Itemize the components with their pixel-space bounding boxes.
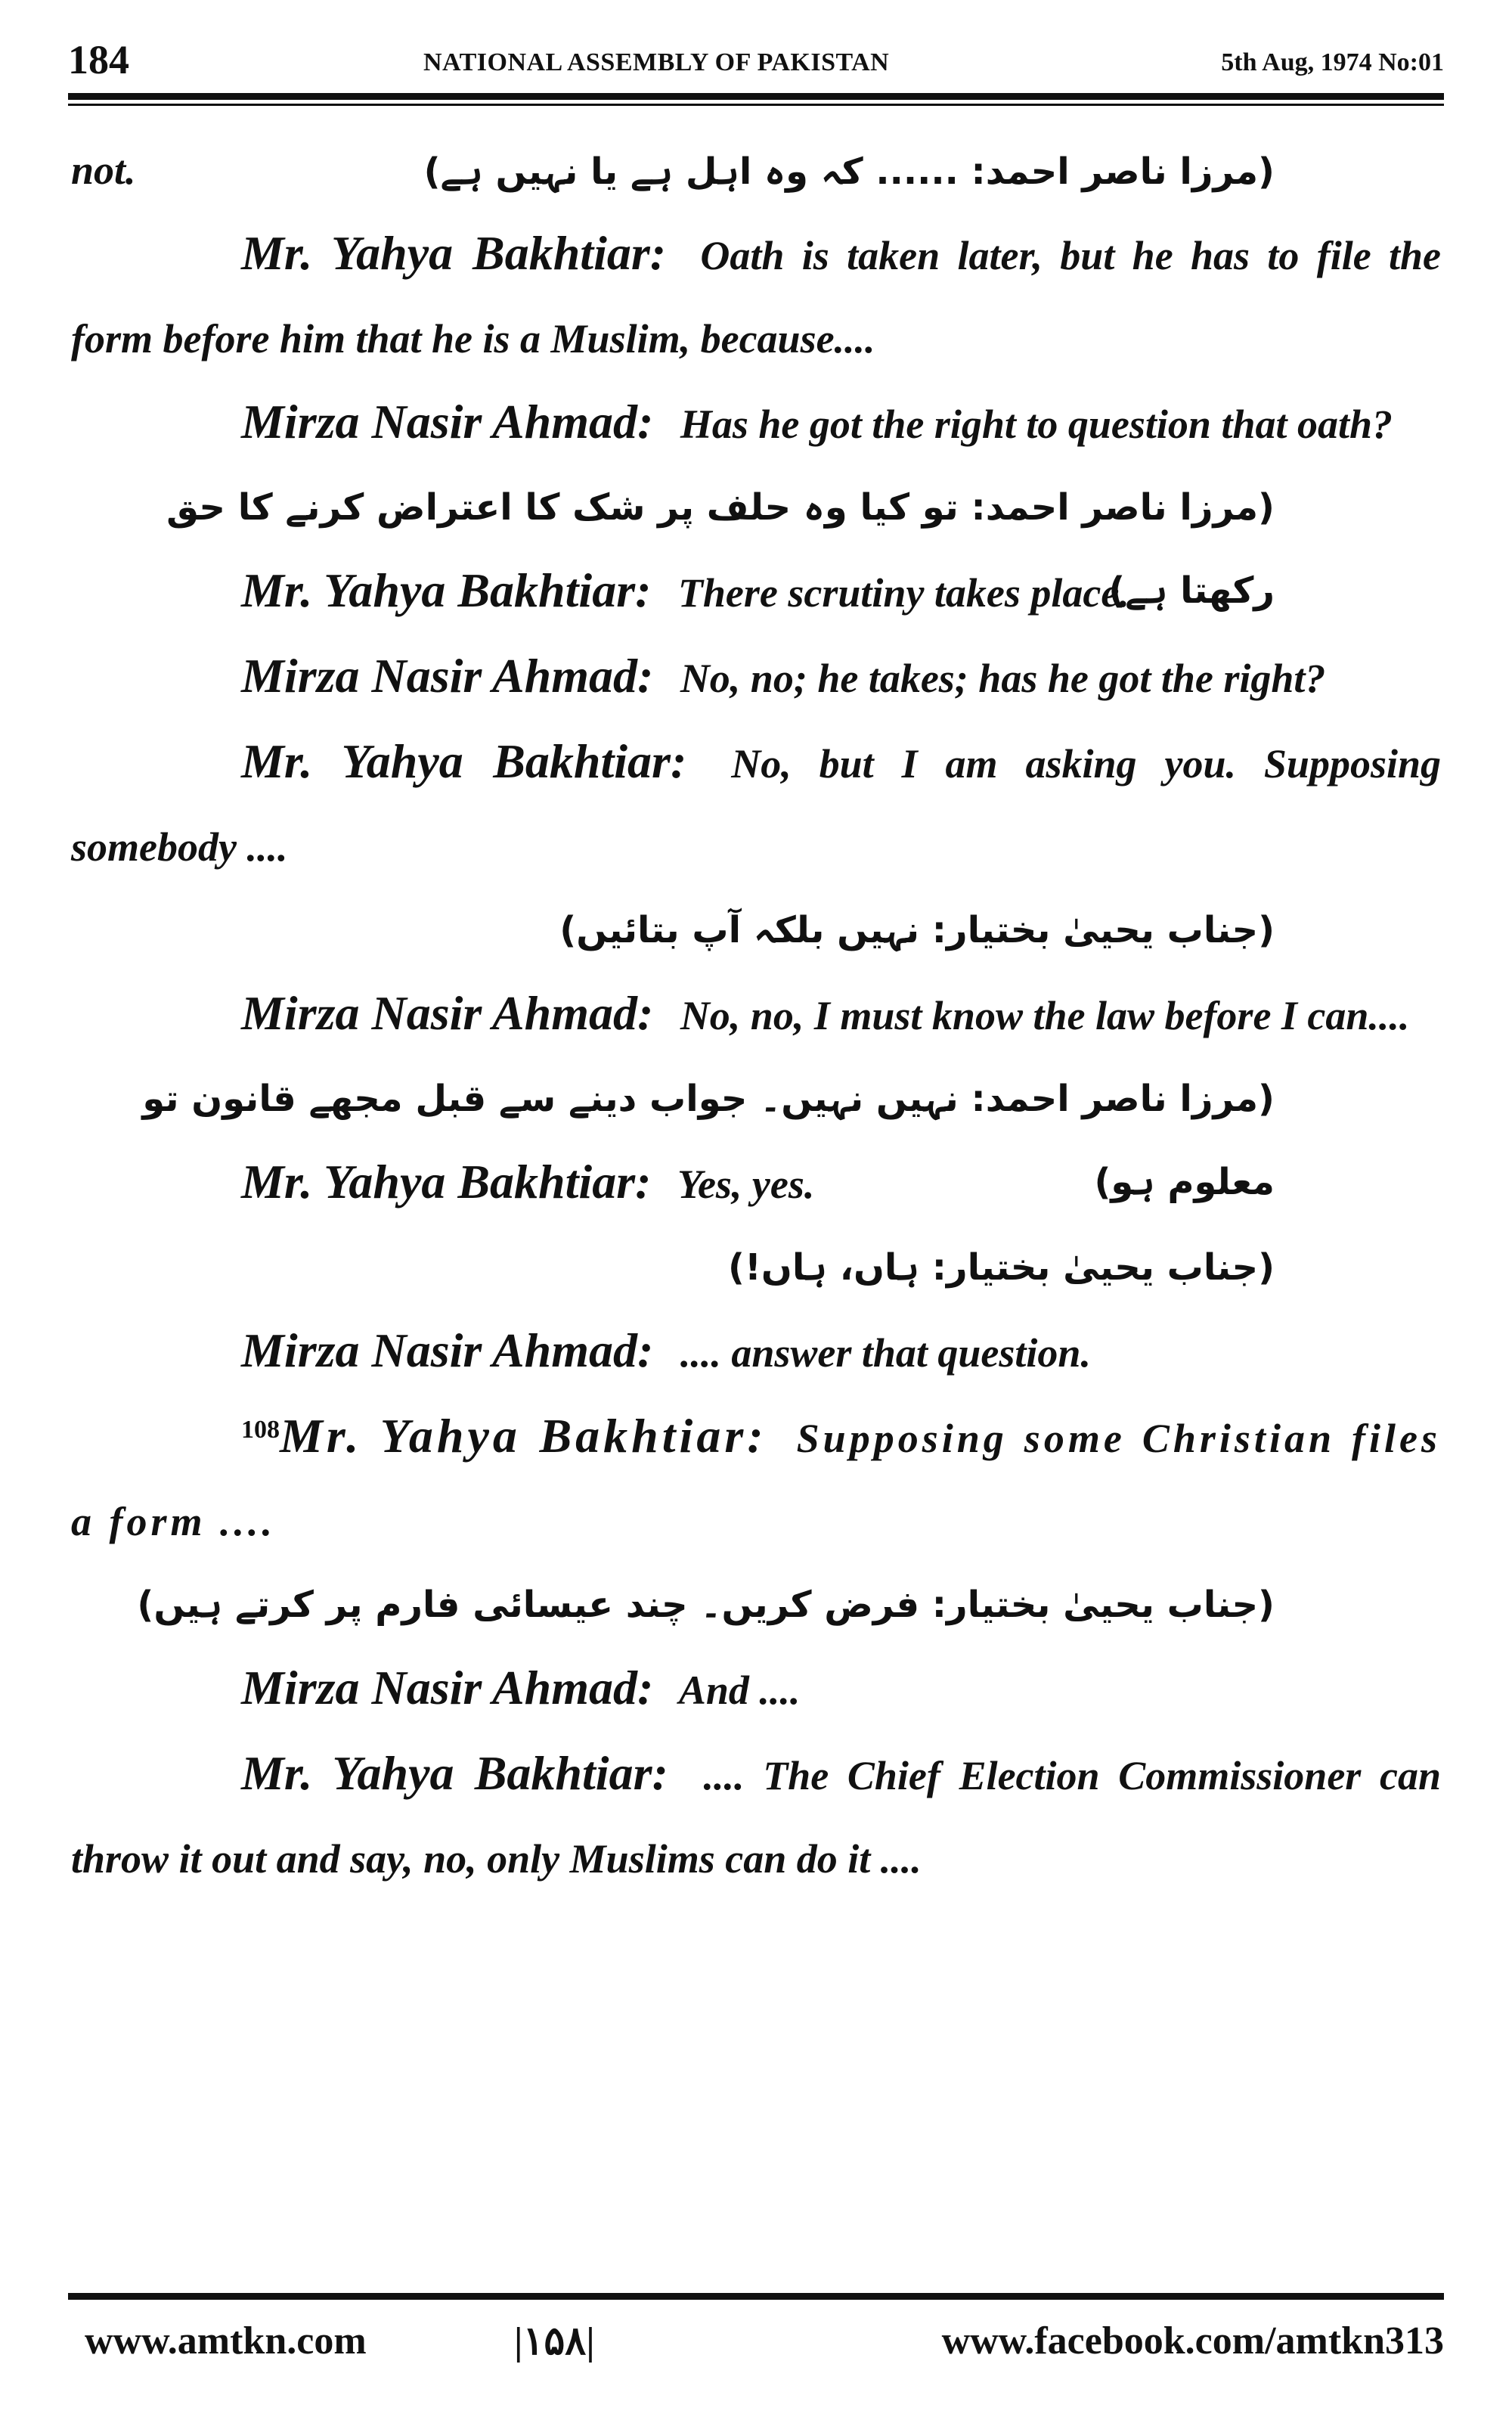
urdu-translation: (جناب یحییٰ بختیار: ہاں، ہاں!)	[728, 1246, 1275, 1289]
page-footer	[68, 2319, 1444, 2379]
transcript-line-9	[71, 972, 1441, 1057]
english-text: not.	[71, 147, 136, 193]
urdu-translation: (مرزا ناصر احمد: تو کیا وہ حلف پر شک کا اعتراض کرنے کا حق رکھتا ہے)	[166, 486, 1275, 612]
journal-title: NATIONAL ASSEMBLY OF PAKISTAN	[423, 48, 890, 76]
transcript-line-1	[71, 129, 1441, 212]
transcript-body	[71, 129, 1441, 1900]
speaker-name: Mirza Nasir Ahmad:	[241, 649, 654, 703]
speaker-name: Mr. Yahya Bakhtiar:	[241, 1746, 668, 1800]
speaker-name: Mirza Nasir Ahmad:	[241, 1661, 654, 1714]
speech-text: No, no; he takes; has he got the right?	[680, 656, 1326, 701]
speech-text: Oath is taken later, but he has to file the form before him that he is a Muslim, because....	[71, 233, 1442, 361]
page-header	[68, 30, 1444, 91]
urdu-page-number: |۱۵۸|	[514, 2320, 595, 2363]
speaker-name: Mirza Nasir Ahmad:	[241, 1323, 654, 1377]
speaker-name: Mr. Yahya Bakhtiar:	[280, 1409, 767, 1463]
transcript-line-7	[71, 720, 1441, 889]
transcript-line-2	[71, 212, 1441, 380]
speaker-name: Mirza Nasir Ahmad:	[241, 986, 654, 1040]
speech-text: No, no, I must know the law before I can....	[680, 993, 1410, 1038]
issue-date: 5th Aug, 1974 No:01	[1221, 48, 1444, 76]
speech-text: .... The Chief Election Commissioner can throw it out and say, no, only Muslims can do it ....	[71, 1753, 1442, 1882]
facebook-link[interactable]: www.facebook.com/amtkn313	[941, 2319, 1444, 2363]
urdu-translation: (مرزا ناصر احمد: نہیں نہیں۔ جواب دینے سے قبل مجھے قانون تو معلوم ہو)	[142, 1078, 1275, 1203]
transcript-line-13	[71, 1309, 1441, 1395]
header-rule-thin	[68, 104, 1444, 106]
speaker-name: Mirza Nasir Ahmad:	[241, 395, 654, 448]
speech-text: No, but I am asking you. Supposing somebody ....	[71, 741, 1442, 870]
website-link[interactable]: www.amtkn.com	[85, 2319, 367, 2363]
transcript-line-6	[71, 634, 1441, 720]
header-rule	[68, 93, 1444, 100]
page-marker: 108	[241, 1416, 280, 1444]
page-number: 184	[68, 37, 129, 82]
transcript-line-14	[71, 1395, 1441, 1563]
speech-text: And ....	[678, 1668, 801, 1713]
footer-rule	[68, 2293, 1444, 2300]
transcript-line-3	[71, 380, 1441, 466]
speaker-name: Mr. Yahya Bakhtiar:	[241, 563, 652, 617]
transcript-line-17	[71, 1732, 1441, 1900]
speech-text: There scrutiny takes place.	[677, 570, 1129, 616]
speech-text: .... answer that question.	[680, 1330, 1091, 1376]
transcript-line-16	[71, 1646, 1441, 1732]
speech-text: Yes, yes.	[677, 1162, 815, 1207]
speaker-name: Mr. Yahya Bakhtiar:	[241, 734, 687, 788]
speech-text: Supposing some Christian files a form ....	[71, 1416, 1442, 1544]
urdu-translation: (جناب یحییٰ بختیار: نہیں بلکہ آپ بتائیں)	[559, 909, 1275, 951]
urdu-translation: (مرزا ناصر احمد: ...... کہ وہ اہل ہے یا نہیں ہے)	[423, 150, 1275, 193]
speaker-name: Mr. Yahya Bakhtiar:	[241, 226, 667, 280]
urdu-translation: (جناب یحییٰ بختیار: فرض کریں۔ چند عیسائی فارم پر کرتے ہیں)	[137, 1584, 1275, 1626]
speech-text: Has he got the right to question that oath?	[680, 402, 1393, 447]
speaker-name: Mr. Yahya Bakhtiar:	[241, 1155, 652, 1208]
